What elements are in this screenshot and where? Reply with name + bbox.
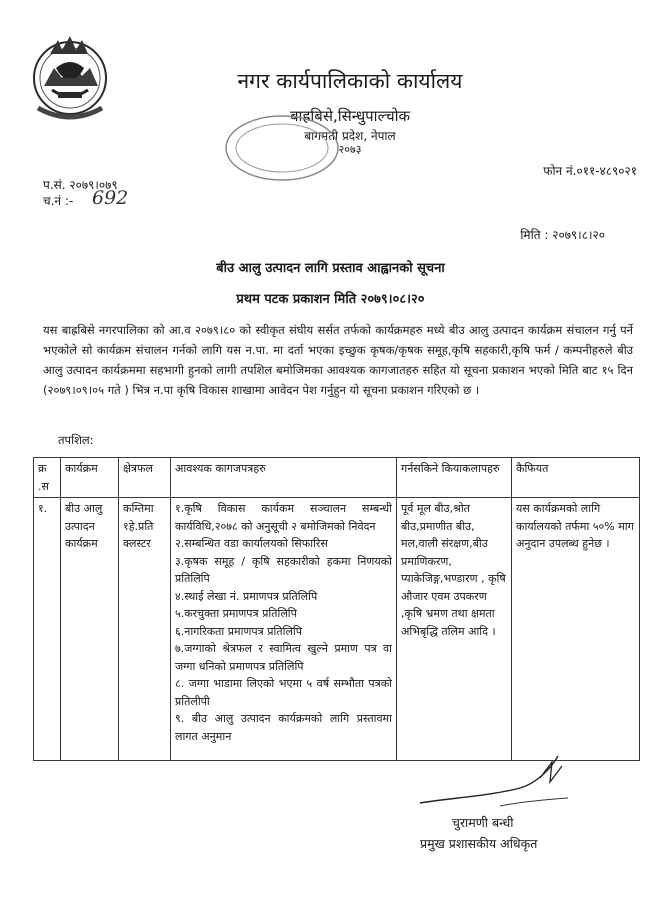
table-row: [34, 498, 640, 761]
publication-line: प्रथम पटक प्रकाशन मिति २०७९।०८।२०: [236, 292, 425, 307]
document-item: ५.करचुक्ता प्रमाणपत्र प्रतिलिपि: [175, 607, 297, 620]
phone-number: फोन नं.०११-४८९०२१: [543, 164, 637, 178]
cell-documents: [171, 498, 397, 761]
reference-cn-handwritten: 692: [92, 187, 129, 209]
tapsil-label: तपशिल:: [58, 433, 94, 447]
municipality-name: बाह्रबिसे,सिन्धुपाल्चोक: [289, 107, 410, 125]
government-emblem-icon: [28, 28, 112, 126]
header-documents: आवश्यक कागजपत्रहरु: [171, 458, 397, 498]
cell-activities: पूर्व मूल बीउ,श्रोत बीउ,प्रमाणीत बीउ, मल,वाली संरक्षण,बीउ प्रमाणिकरण, प्याकेजिङ्ग,भण्डारण , कृषि औजार एवम उपकरण ,कृषि भ्रमण तथा क्षमता अभिबृद्धि तलिम आदि ।: [397, 498, 512, 761]
document-item: ४.स्थाई लेखा नं. प्रमाणपत्र प्रतिलिपि: [175, 589, 318, 603]
header-program: कार्यक्रम: [61, 458, 119, 498]
cell-program: बीउ आलु उत्पादन कार्यक्रम: [61, 498, 119, 761]
signature-icon: [400, 748, 580, 818]
reference-cn-label: च.नं :-: [43, 194, 74, 208]
header-remarks: कैफियत: [512, 458, 640, 498]
document-item: १.कृषि विकास कार्यकम सञ्चालन सम्बन्धी कार्यविधि,२०७८ को अनुसूची २ बमोजिमको निवेदन: [175, 502, 392, 533]
year-mark: २०७३: [338, 143, 362, 156]
signatory-name: चुरामणी बन्धी: [452, 815, 514, 830]
notice-date: मिति : २०७९।८।२०: [520, 228, 605, 242]
document-item: ३.कृषक समूह / कृषि सहकारीको हकमा निणयको प्रतिलिपि: [175, 554, 392, 585]
table-header-row: [34, 458, 640, 498]
document-item: ९. बीउ आलु उत्पादन कार्यक्रमको लागि प्रस्तावमा लागत अनुमान: [175, 712, 392, 743]
document-item: ७.जग्गाको श्रेत्रफल र स्वामित्व खुल्ने प्रमाण पत्र वा जग्गा धनिको प्रमाणपत्र प्रतिलिपि: [175, 642, 392, 673]
cell-sn: १.: [34, 498, 61, 761]
cell-area: कम्तिमा १हे.प्रति क्लस्टर: [119, 498, 171, 761]
document-item: ८. जग्गा भाडामा लिएको भएमा ५ वर्ष सम्भौता पत्रको प्रतिलीपी: [175, 677, 392, 708]
cell-remarks: यस कार्यक्रमको लागि कार्यालयको तर्फमा ५०% माग अनुदान उपलब्ध हुनेछ ।: [512, 498, 640, 761]
header-area: क्षेत्रफल: [119, 458, 171, 498]
province-name: बागमती प्रदेश, नेपाल: [304, 129, 396, 143]
document-item: ६.नागरिकता प्रमाणपत्र प्रतिलिपि: [175, 624, 303, 638]
signatory-designation: प्रमुख प्रशासकीय अधिकृत: [420, 836, 538, 851]
body-paragraph: यस बाह्रबिसे नगरपालिका को आ.व २०७९।८० को स्वीकृत संघीय सर्सत तर्फको कार्यक्रमहरु मध्ये बीउ आलु उत्पादन कार्यक्रम संचालन गर्नु पर्ने भएकोले सो कार्यक्रम संचालन गर्नको लागि यस न.पा. मा दर्ता भएका इच्छुक कृषक/कृषक समूह,कृषि सहकारी,कृषि फर्म / कम्पनीहरुले बीउ आलु उत्पादन कार्यक्रममा सहभागी हुनको लागी तपशिल बमोजिमका आवश्यक कागजातहरु सहित यो सूचना प्रकाशन भएको मिति बाट १५ दिन (२०७९।०९।०५ गते ) भित्र न.पा कृषि विकास शाखामा आवेदन पेश गर्नुहुन यो सूचना प्रकाशन गरिएको छ ।: [43, 323, 633, 397]
details-table: [33, 457, 640, 761]
document-item: २.सम्बन्धित वडा कार्यालयको सिफारिस: [175, 537, 328, 550]
reference-ps: प.सं. २०७९।०७९: [43, 178, 118, 192]
header-activities: गर्नसकिने कियाकलापहरु: [397, 458, 512, 498]
notice-title: बीउ आलु उत्पादन लागि प्रस्ताव आह्वानको सूचना: [216, 261, 445, 276]
office-title: नगर कार्यपालिकाको कार्यालय: [237, 69, 463, 93]
header-sn: क्र .स: [34, 458, 61, 498]
office-stamp-icon: [222, 112, 342, 184]
